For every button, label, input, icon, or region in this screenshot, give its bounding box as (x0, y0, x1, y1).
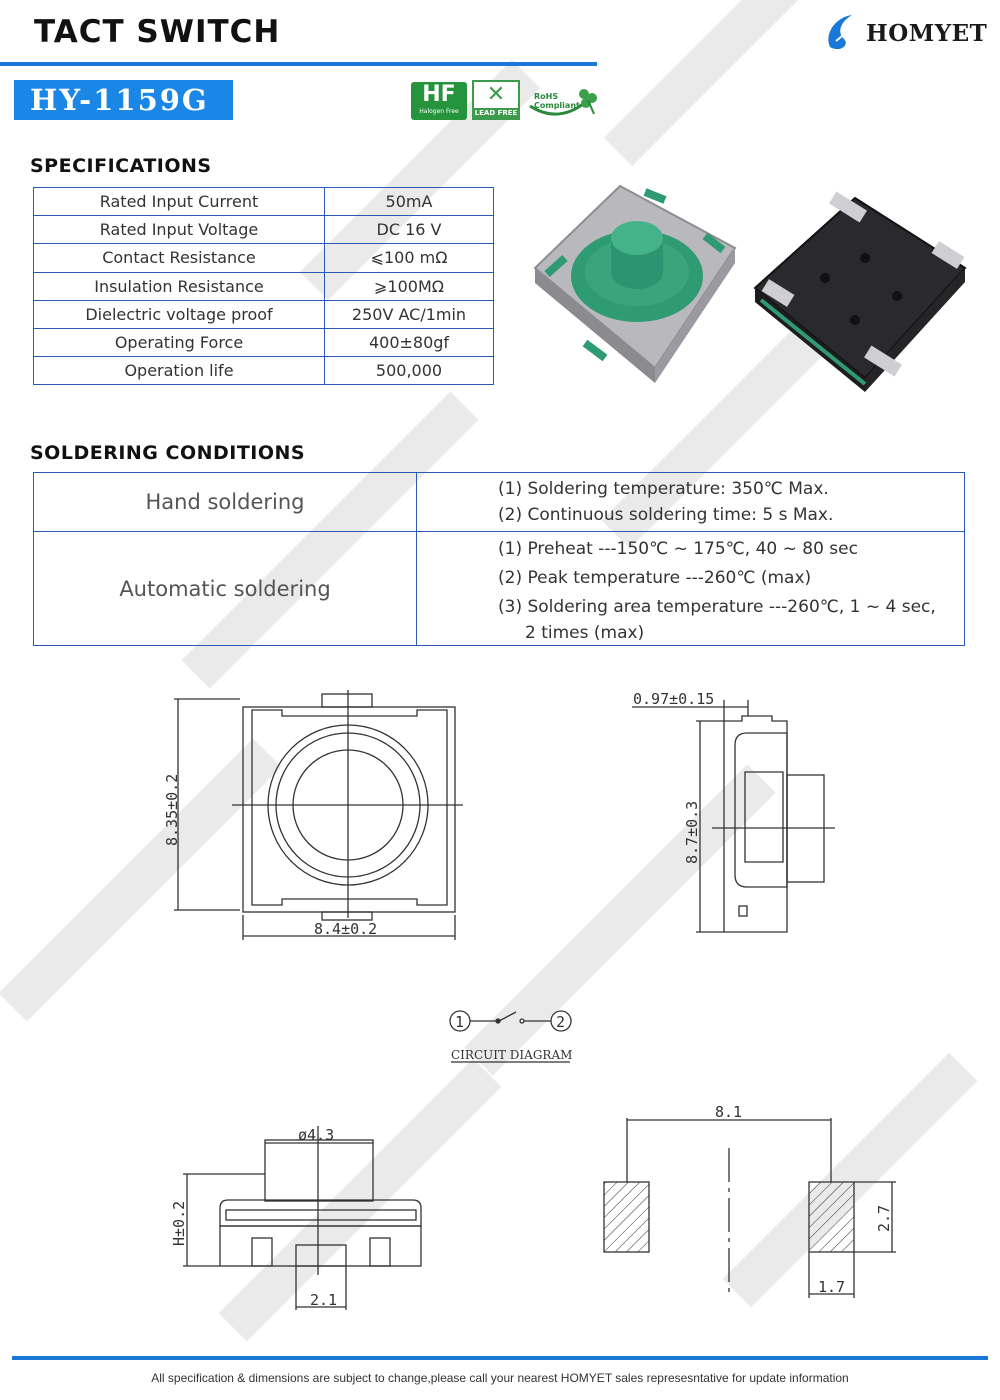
table-row (34, 357, 494, 385)
side-view-height-label: 8.7±0.3 (683, 800, 701, 864)
brand-name: HOMYET (866, 19, 988, 47)
hand-soldering-label: Hand soldering (34, 473, 417, 532)
spec-value: 50mA (325, 188, 494, 216)
condition-line: (1) Preheat ---150℃ ~ 175℃, 40 ~ 80 sec (498, 539, 858, 559)
pcb-pad-layout (604, 1118, 896, 1298)
halogen-free-mark: HF (422, 82, 456, 107)
pad-span-label: 8.1 (715, 1103, 743, 1121)
top-view-drawing (174, 690, 463, 940)
model-number-badge: HY-1159G (14, 80, 233, 120)
table-row (34, 300, 494, 328)
spec-param: Insulation Resistance (34, 272, 325, 300)
brand-logo (822, 10, 992, 56)
switch-bottom-view (755, 192, 965, 392)
hand-soldering-conditions (417, 473, 965, 532)
table-row (34, 328, 494, 356)
table-row (34, 244, 494, 272)
spec-value: 250V AC/1min (325, 300, 494, 328)
rohs-label: RoHS (534, 92, 559, 101)
document-title: TACT SWITCH (34, 14, 281, 50)
condition-line: (1) Soldering temperature: 350℃ Max. (498, 479, 829, 499)
front-view-diameter-label: ø4.3 (298, 1126, 335, 1144)
condition-line: (2) Continuous soldering time: 5 s Max. (498, 505, 834, 525)
automatic-soldering-conditions (417, 532, 965, 646)
condition-line: (3) Soldering area temperature ---260℃, 1 ~ 4 sec, (498, 597, 936, 617)
circuit-pin-2-label: 2 (556, 1013, 566, 1031)
circuit-diagram-label: CIRCUIT DIAGRAM (451, 1048, 573, 1062)
spec-param: Dielectric voltage proof (34, 300, 325, 328)
top-view-height-label: 8.35±0.2 (163, 773, 181, 846)
rohs-compliant-label: Compliant (534, 101, 580, 110)
footer-divider (12, 1356, 988, 1360)
spec-value: 500,000 (325, 357, 494, 385)
front-view-width-label: 2.1 (310, 1291, 338, 1309)
automatic-soldering-label: Automatic soldering (34, 532, 417, 646)
front-view-drawing (183, 1126, 421, 1310)
specifications-table (33, 187, 494, 385)
product-photo (525, 178, 995, 408)
condition-line-continuation: 2 times (max) (525, 623, 645, 643)
soldering-heading: SOLDERING CONDITIONS (30, 442, 306, 464)
spec-value: DC 16 V (325, 216, 494, 244)
table-row (34, 188, 494, 216)
condition-line: (2) Peak temperature ---260℃ (max) (498, 568, 812, 588)
halogen-free-label: Halogen Free (419, 108, 459, 115)
lead-free-cross-icon: ✕ (486, 82, 506, 107)
spec-param: Rated Input Current (34, 188, 325, 216)
spec-value: ⩽100 mΩ (325, 244, 494, 272)
footer-disclaimer: All specification & dimensions are subject to change,please call your nearest HOMYET sales represesntative for update information (151, 1371, 849, 1385)
spec-param: Operating Force (34, 328, 325, 356)
spec-value: ⩾100MΩ (325, 272, 494, 300)
side-view-thickness-label: 0.97±0.15 (633, 690, 715, 708)
table-row (34, 532, 965, 646)
soldering-table (33, 472, 965, 646)
rohs-badge (528, 84, 600, 120)
homyet-logo-icon (822, 11, 860, 55)
lead-free-label: LEAD FREE (474, 109, 518, 117)
pad-width-label: 1.7 (818, 1278, 846, 1296)
halogen-free-badge (411, 82, 467, 120)
spec-param: Rated Input Voltage (34, 216, 325, 244)
side-view-drawing (632, 700, 835, 932)
technical-drawings (0, 660, 1000, 1340)
top-view-width-label: 8.4±0.2 (314, 920, 378, 938)
title-divider (0, 62, 597, 66)
pad-height-label: 2.7 (875, 1204, 893, 1232)
table-row (34, 272, 494, 300)
lead-free-badge (472, 80, 520, 120)
spec-param: Contact Resistance (34, 244, 325, 272)
table-row (34, 216, 494, 244)
switch-top-view (535, 186, 735, 383)
specifications-heading: SPECIFICATIONS (30, 155, 212, 177)
spec-value: 400±80gf (325, 328, 494, 356)
table-row (34, 473, 965, 532)
front-view-height-label: H±0.2 (170, 1200, 188, 1246)
circuit-pin-1-label: 1 (455, 1013, 465, 1031)
spec-param: Operation life (34, 357, 325, 385)
